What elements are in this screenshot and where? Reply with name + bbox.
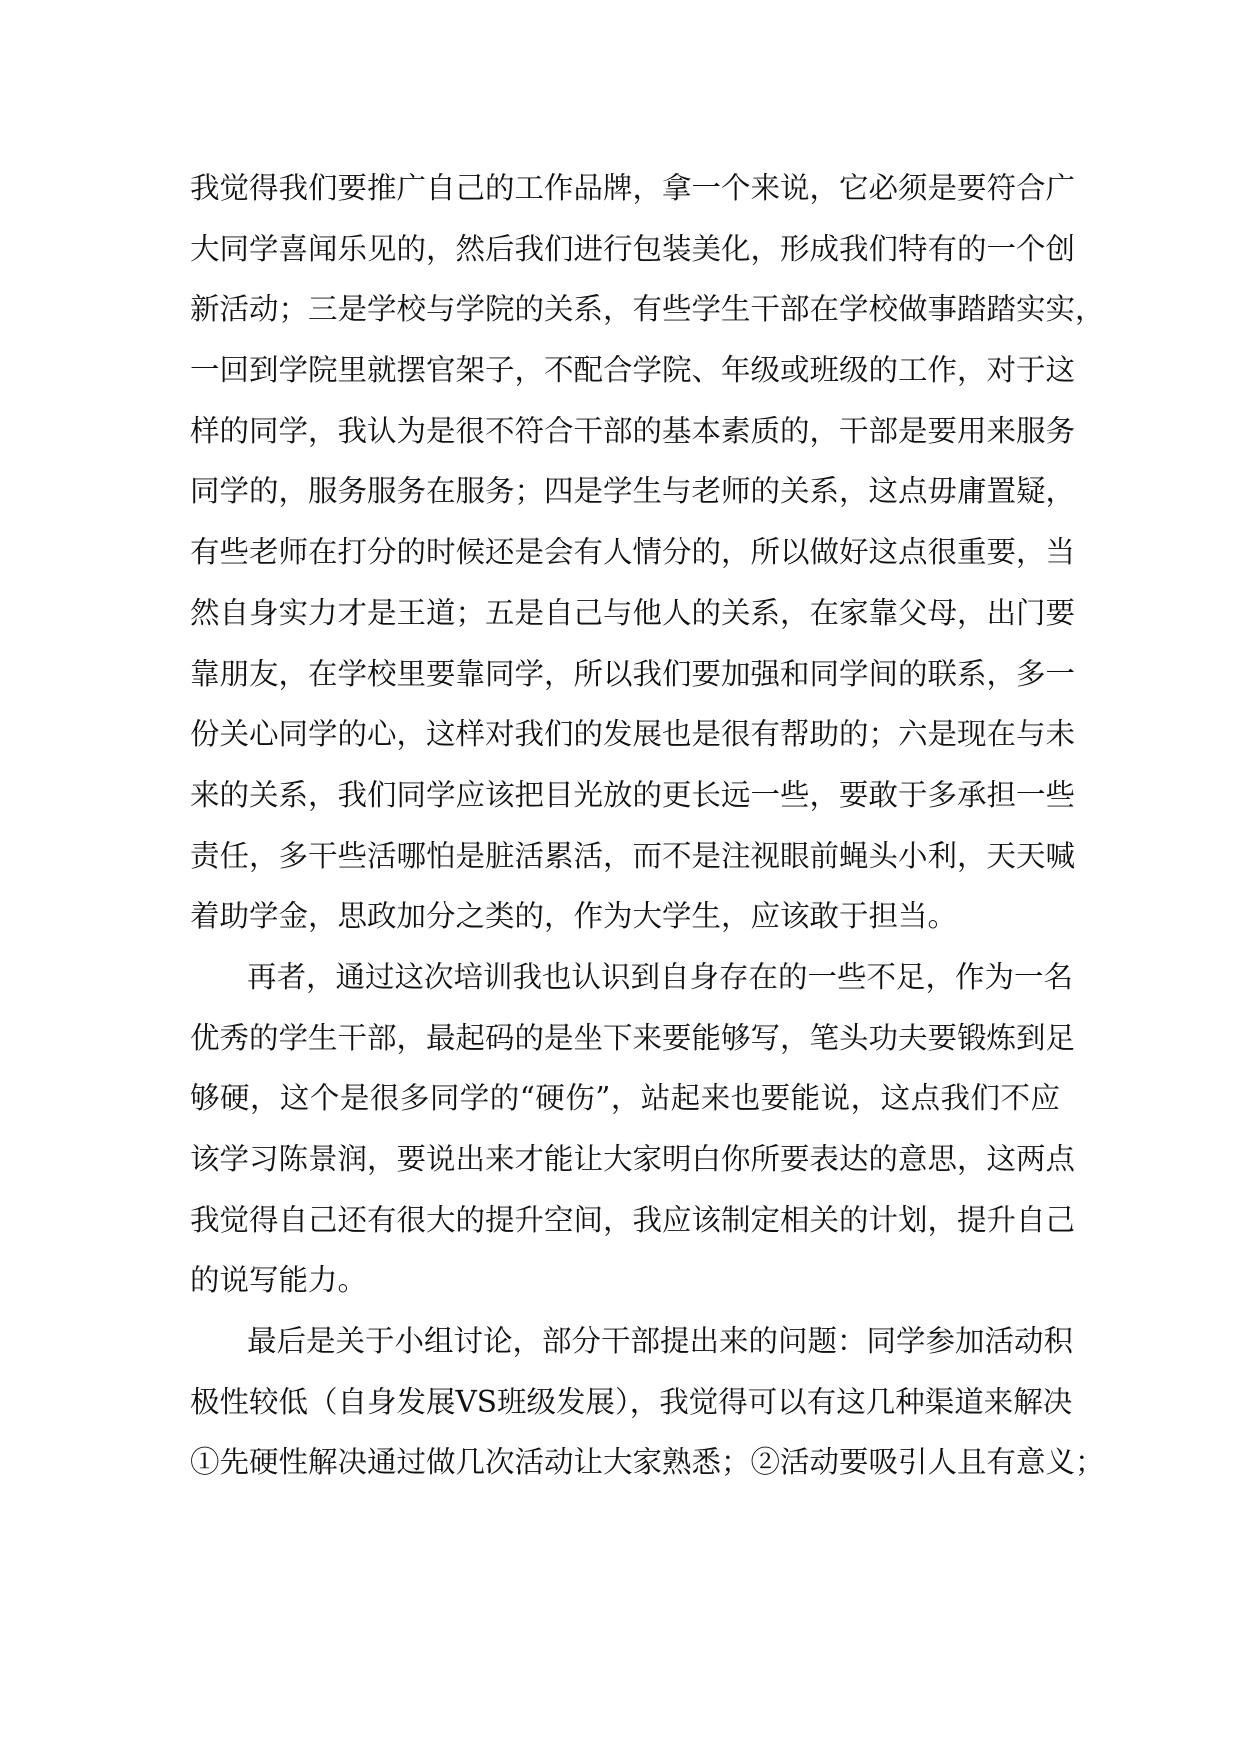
- text-line: ①先硬性解决通过做几次活动让大家熟悉；②活动要吸引人且有意义；: [190, 1445, 1105, 1480]
- text-line: 样的同学，我认为是很不符合干部的基本素质的，干部是要用来服务: [190, 413, 1076, 448]
- body-text: [190, 158, 1105, 1493]
- text-line: 够硬，这个是很多同学的“硬伤”，站起来也要能说，这点我们不应: [190, 1081, 1060, 1116]
- text-line: 责任，多干些活哪怕是脏活累活，而不是注视眼前蝇头小利，天天喊: [190, 838, 1076, 873]
- text-line: 靠朋友，在学校里要靠同学，所以我们要加强和同学间的联系，多一: [190, 656, 1076, 691]
- text-line: 极性较低（自身发展VS班级发展），我觉得可以有这几种渠道来解决: [190, 1384, 1073, 1419]
- text-line: 份关心同学的心，这样对我们的发展也是很有帮助的；六是现在与未: [190, 717, 1076, 752]
- text-line: 有些老师在打分的时候还是会有人情分的，所以做好这点很重要，当: [190, 535, 1076, 570]
- paragraph-end-line: 的说写能力。: [190, 1263, 368, 1298]
- text-line: 然自身实力才是王道；五是自己与他人的关系，在家靠父母，出门要: [190, 595, 1076, 630]
- text-line: 我觉得我们要推广自己的工作品牌，拿一个来说，它必须是要符合广: [190, 171, 1076, 205]
- paragraph-end-line: 着助学金，思政加分之类的，作为大学生，应该敢于担当。: [190, 899, 958, 934]
- text-line: 优秀的学生干部，最起码的是坐下来要能够写，笔头功夫要锻炼到足: [190, 1020, 1076, 1055]
- text-line: 大同学喜闻乐见的，然后我们进行包装美化，形成我们特有的一个创: [190, 231, 1076, 266]
- text-line: 一回到学院里就摆官架子，不配合学院、年级或班级的工作，对于这: [190, 353, 1076, 388]
- paragraph-start-line: 最后是关于小组讨论，部分干部提出来的问题：同学参加活动积: [247, 1324, 1074, 1359]
- text-line: 该学习陈景润，要说出来才能让大家明白你所要表达的意思，这两点: [190, 1142, 1076, 1176]
- text-line: 同学的，服务服务在服务；四是学生与老师的关系，这点毋庸置疑，: [190, 474, 1076, 509]
- text-line: 新活动；三是学校与学院的关系，有些学生干部在学校做事踏踏实实，: [190, 292, 1105, 327]
- text-line: 我觉得自己还有很大的提升空间，我应该制定相关的计划，提升自己: [190, 1202, 1076, 1237]
- paragraph-start-line: 再者，通过这次培训我也认识到自身存在的一些不足，作为一名: [247, 959, 1074, 994]
- text-line: 来的关系，我们同学应该把目光放的更长远一些，要敢于多承担一些: [190, 777, 1076, 812]
